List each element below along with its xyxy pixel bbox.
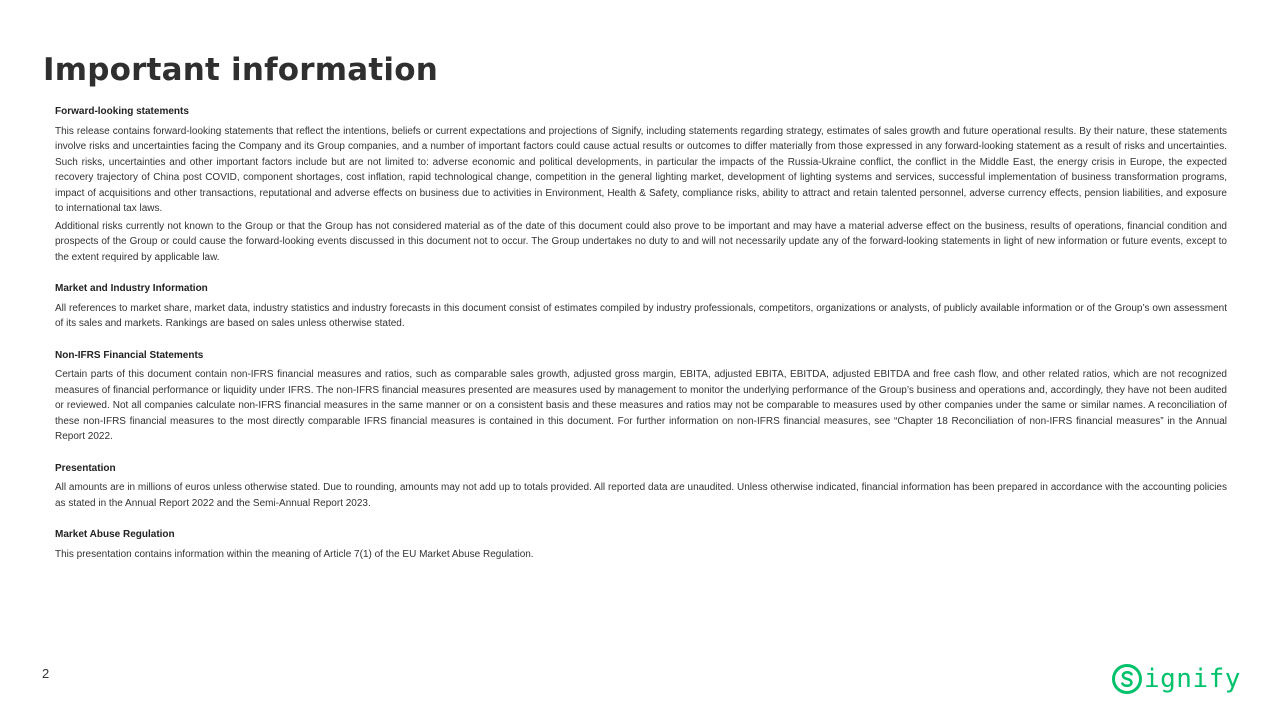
page-number: 2 [42, 666, 50, 681]
section-paragraph: This release contains forward-looking statements that reflect the intentions, beliefs or current expectations and projections of Signify, including statements regarding strategy, estimates of sales growth and future operational results. By their nature, these statements involve risks and uncertainties facing the Company and its Group companies, and a number of important factors could cause actual results or outcomes to differ materially from those expressed in any forward-looking statement as a result of risks and uncertainties. Such risks, uncertainties and other important factors include but are not limited to: adverse economic and political developments, in particular the impacts of the Russia-Ukraine conflict, the conflict in the Middle East, the energy crisis in Europe, the expected recovery trajectory of China post COVID, component shortages, cost inflation, rapid technological change, competition in the general lighting market, development of lighting systems and services, successful implementation of business transformation programs, impact of acquisitions and other transactions, reputational and adverse effects on business due to activities in Environment, Health & Safety, compliance risks, ability to attract and retain talented personnel, adverse currency effects, pension liabilities, and exposure to international tax laws. [55, 125, 1227, 214]
signify-logo [1111, 662, 1241, 696]
section-non-ifrs-financial-statements [55, 348, 1227, 445]
logo-wordmark: ignify [1144, 664, 1241, 694]
section-heading: Forward-looking statements [55, 106, 189, 117]
section-heading: Non-IFRS Financial Statements [55, 349, 204, 361]
page-title: Important information [43, 52, 439, 88]
section-paragraph: Additional risks currently not known to the Group or that the Group has not considered material as of the date of this document could also prove to be important and may have a material adverse effect on the business, results of operations, financial condition and prospects of the Group or could cause the forward-looking events discussed in this document not to occur. The Group undertakes no duty to and will not necessarily update any of the forward-looking statements in light of new information or future events, except to the extent required by applicable law. [55, 220, 1227, 263]
signify-s-logo-icon [1111, 663, 1143, 695]
section-market-abuse-regulation [55, 527, 1227, 562]
section-forward-looking-statements [55, 104, 1227, 265]
section-market-industry-information [55, 281, 1227, 332]
section-heading: Presentation [55, 462, 116, 474]
section-paragraph: Certain parts of this document contain non-IFRS financial measures and ratios, such as comparable sales growth, adjusted gross margin, EBITA, adjusted EBITA, EBITDA, adjusted EBITDA and free cash flow, and other related ratios, which are not recognized measures of financial performance or liquidity under IFRS. The non-IFRS financial measures presented are measures used by management to monitor the underlying performance of the Group’s business and operations and, accordingly, they have not been audited or reviewed. Not all companies calculate non-IFRS financial measures in the same manner or on a consistent basis and these measures and ratios may not be comparable to measures used by other companies under the same or similar names. A reconciliation of these non-IFRS financial measures to the most directly comparable IFRS financial measures is contained in this document. For further information on non-IFRS financial measures, see “Chapter 18 Reconciliation of non-IFRS financial measures” in the Annual Report 2022. [55, 369, 1227, 442]
section-presentation [55, 461, 1227, 512]
section-paragraph: All references to market share, market data, industry statistics and industry forecasts in this document consist of estimates compiled by industry professionals, competitors, organizations or analysts, of publicly available information or of the Group’s own assessment of its sales and markets. Rankings are based on sales unless otherwise stated. [55, 302, 1227, 329]
section-heading: Market Abuse Regulation [55, 529, 175, 540]
section-paragraph: This presentation contains information within the meaning of Article 7(1) of the EU Market Abuse Regulation. [55, 548, 534, 560]
document-body [55, 104, 1227, 564]
section-heading: Market and Industry Information [55, 283, 208, 294]
section-paragraph: All amounts are in millions of euros unless otherwise stated. Due to rounding, amounts may not add up to totals provided. All reported data are unaudited. Unless otherwise indicated, financial information has been prepared in accordance with the accounting policies as stated in the Annual Report 2022 and the Semi-Annual Report 2023. [55, 482, 1227, 509]
